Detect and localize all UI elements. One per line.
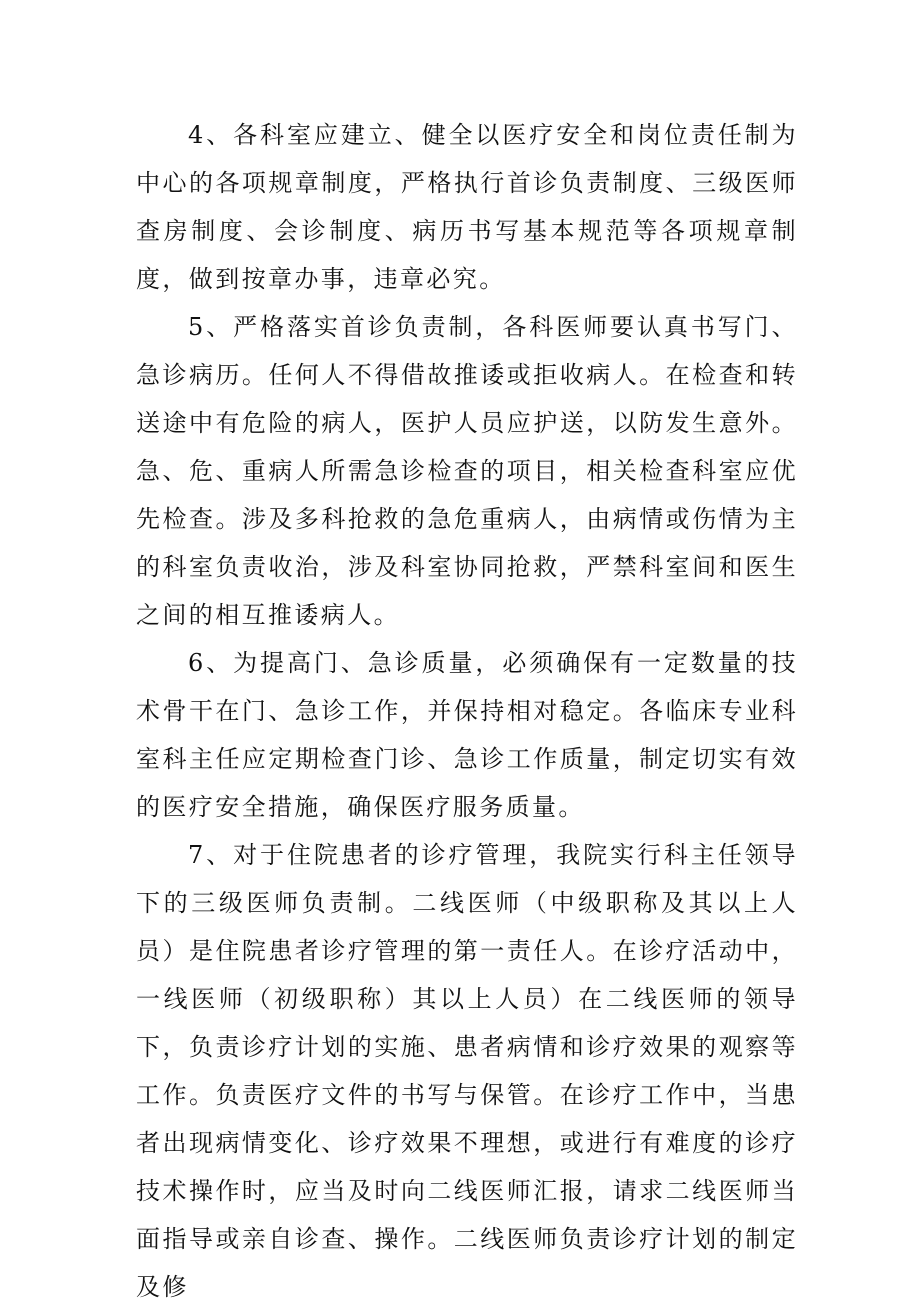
paragraph-7: 7、对于住院患者的诊疗管理，我院实行科主任领导下的三级医师负责制。二线医师（中级职称及其以上人员）是住院患者诊疗管理的第一责任人。在诊疗活动中，一线医师（初级职称）其以上人员）在二线医师的领导下，负责诊疗计划的实施、患者病情和诊疗效果的观察等工作。负责医疗文件的书写与保管。在诊疗工作中，当患者出现病情变化、诊疗效果不理想，或进行有难度的诊疗技术操作时，应当及时向二线医师汇报，请求二线医师当面指导或亲自诊查、操作。二线医师负责诊疗计划的制定及修 (136, 841, 798, 1301)
paragraph-4: 4、各科室应建立、健全以医疗安全和岗位责任制为中心的各项规章制度，严格执行首诊负责制度、三级医师查房制度、会诊制度、病历书写基本规范等各项规章制度，做到按章办事，违章必究。 (136, 121, 798, 293)
document-body (136, 111, 798, 1311)
paragraph-5: 5、严格落实首诊负责制，各科医师要认真书写门、急诊病历。任何人不得借故推诿或拒收病人。在检查和转送途中有危险的病人，医护人员应护送，以防发生意外。急、危、重病人所需急诊检查的项目，相关检查科室应优先检查。涉及多科抢救的急危重病人，由病情或伤情为主的科室负责收治，涉及科室协同抢救，严禁科室间和医生之间的相互推诿病人。 (136, 313, 798, 629)
paragraph-6: 6、为提高门、急诊质量，必须确保有一定数量的技术骨干在门、急诊工作，并保持相对稳定。各临床专业科室科主任应定期检查门诊、急诊工作质量，制定切实有效的医疗安全措施，确保医疗服务质量。 (136, 649, 798, 821)
